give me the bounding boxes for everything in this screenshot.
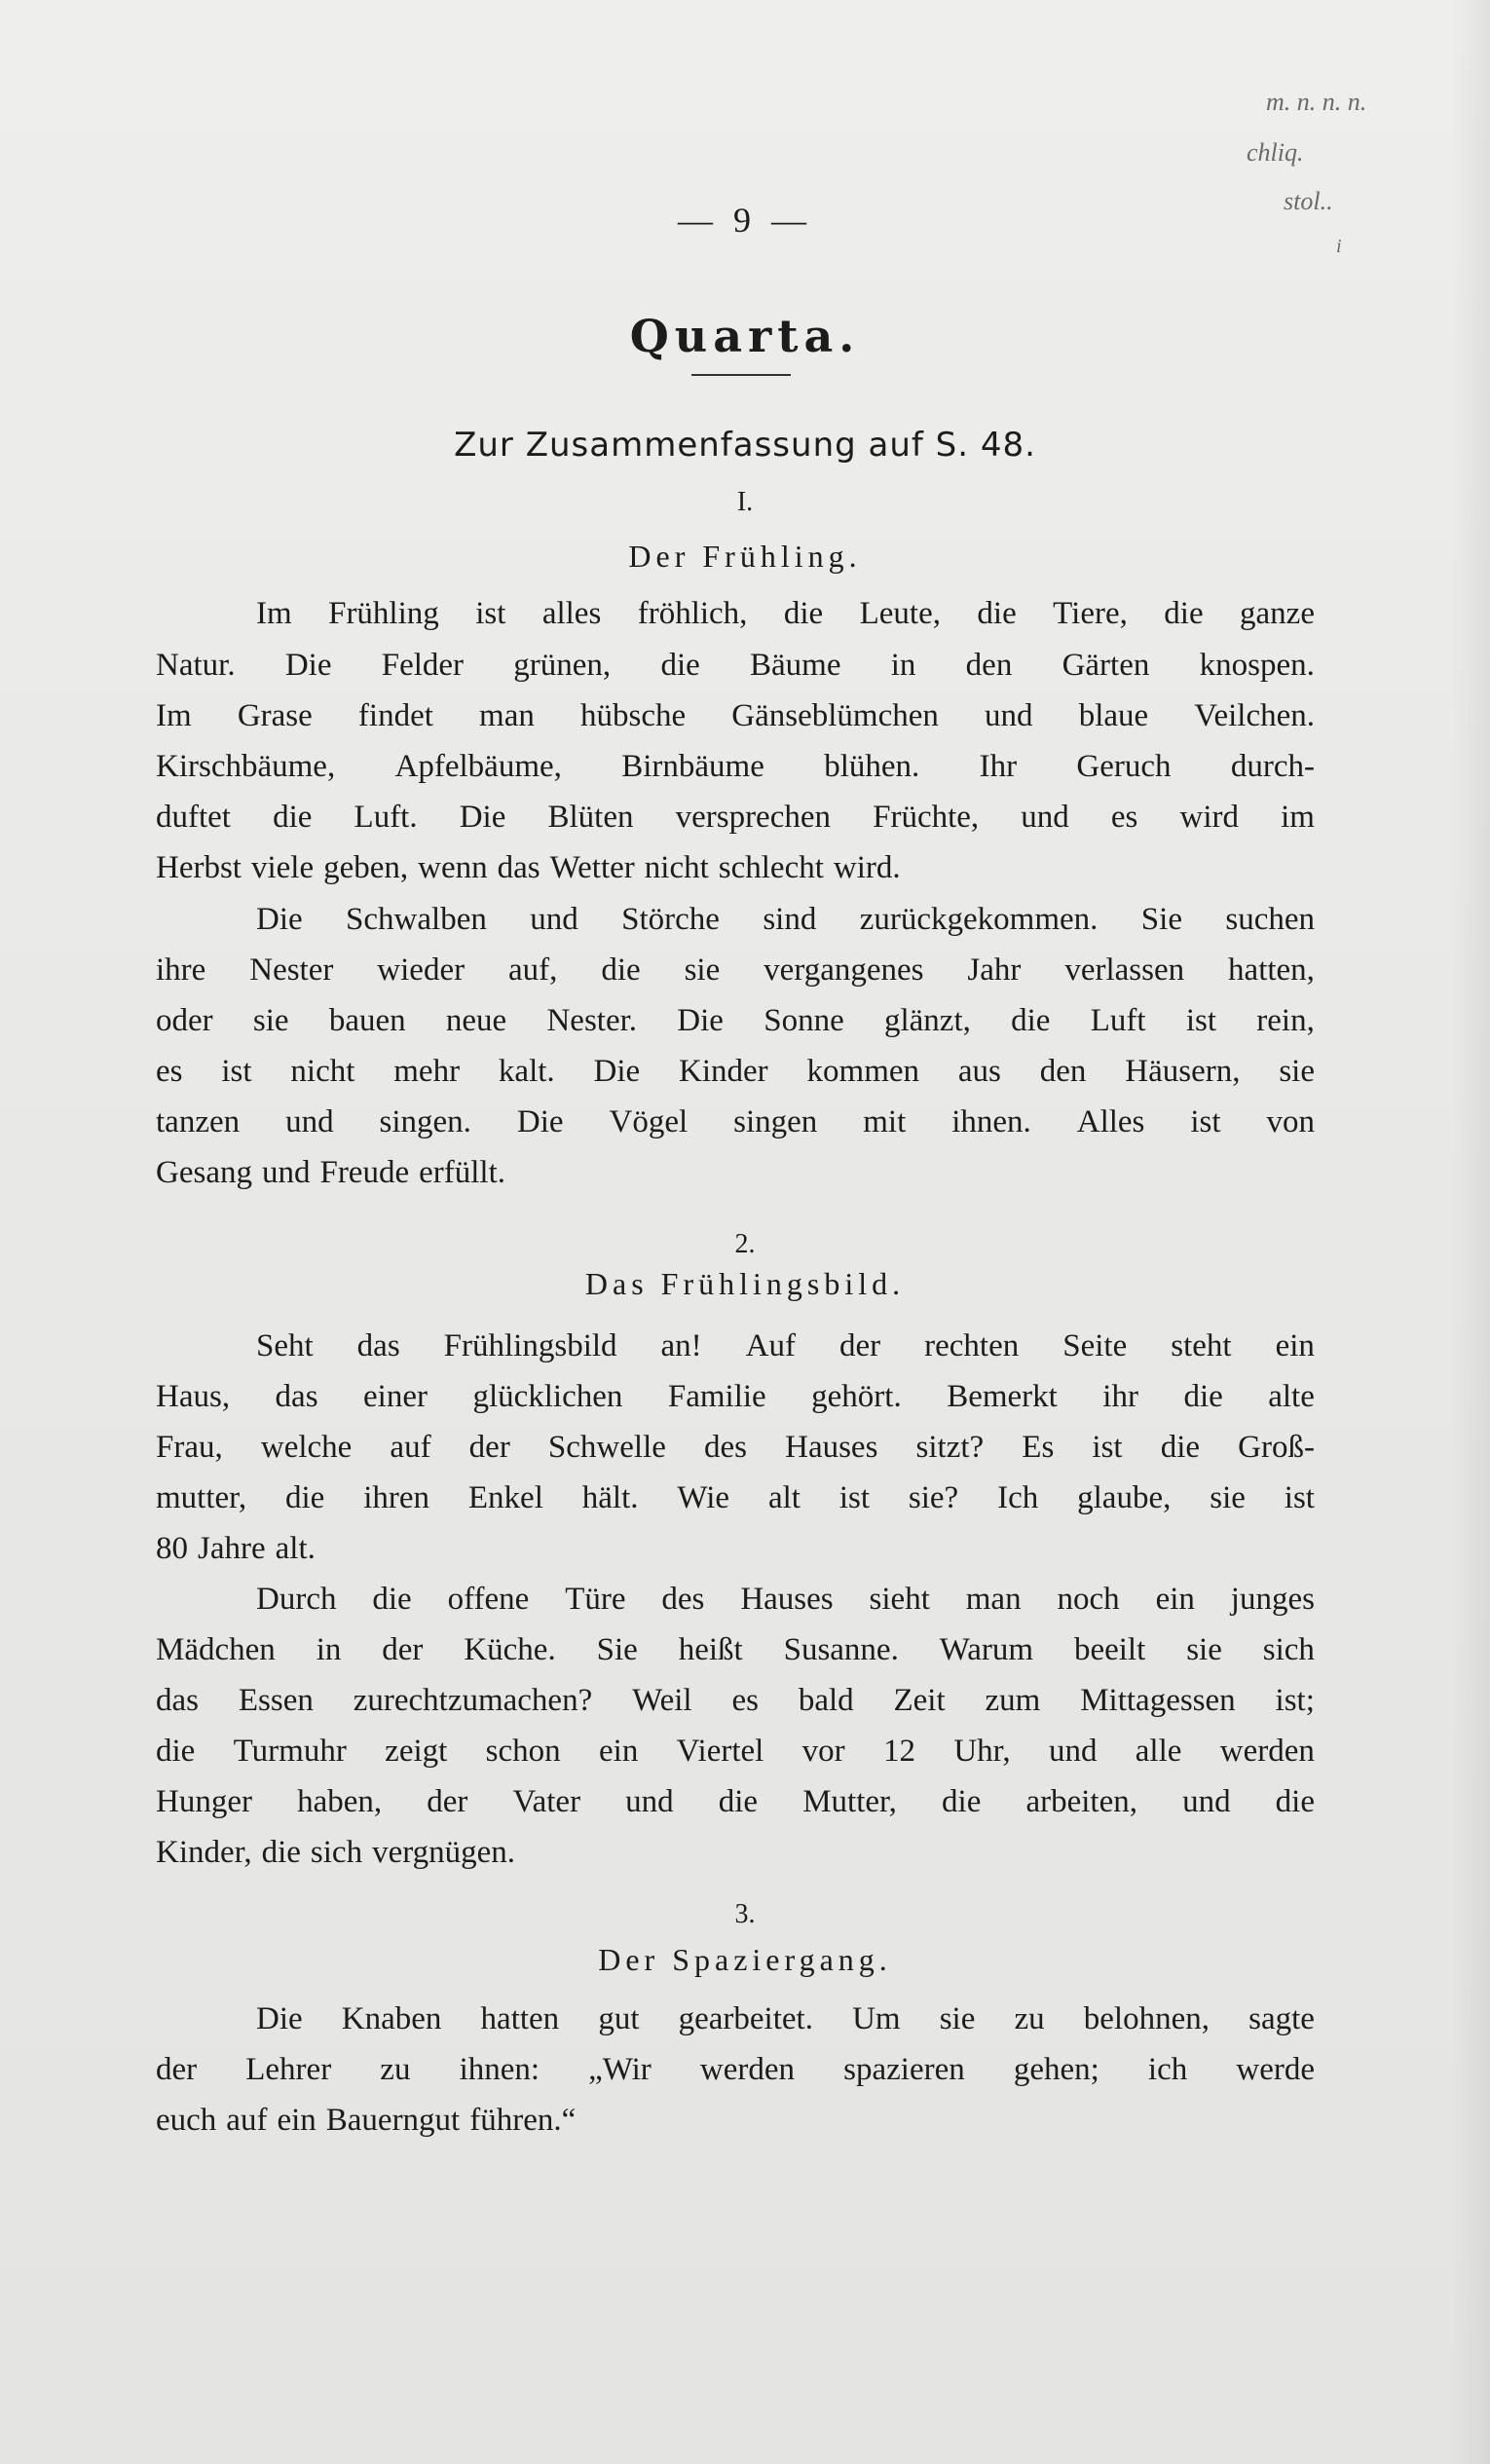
word: gehen;	[1013, 2052, 1099, 2087]
word: kommen	[806, 1054, 920, 1089]
word: hübsche	[580, 698, 687, 733]
word: ein	[599, 1734, 639, 1769]
word: es	[156, 1054, 183, 1089]
word: kalt.	[498, 1054, 555, 1089]
text-line	[256, 900, 1315, 939]
section-heading: Der Frühling.	[628, 539, 862, 574]
word: arbeiten,	[1025, 1784, 1137, 1819]
text-line	[256, 1999, 1315, 2038]
word: die	[1164, 596, 1204, 631]
word: Bauerngut	[325, 2103, 461, 2138]
word: Hunger	[156, 1784, 252, 1819]
word: Küche.	[464, 1632, 556, 1667]
word: und	[530, 902, 578, 937]
word: der	[156, 2052, 198, 2087]
word: verlassen	[1064, 952, 1185, 988]
word: ein	[1275, 1328, 1315, 1363]
word: aus	[957, 1054, 1001, 1089]
word: die	[660, 648, 700, 683]
word: duftet	[156, 800, 231, 835]
word: sagte	[1248, 2001, 1315, 2036]
word: Bäume	[750, 648, 841, 683]
word: Grase	[237, 698, 313, 733]
word: ist;	[1275, 1683, 1315, 1718]
word: hält.	[581, 1480, 639, 1515]
text-line	[256, 1580, 1315, 1619]
word: Nester	[249, 952, 334, 988]
word: an!	[660, 1328, 702, 1363]
word: es	[731, 1683, 759, 1718]
word: auf	[390, 1430, 431, 1465]
word: den	[1039, 1054, 1087, 1089]
word: Gärten	[1062, 648, 1150, 683]
text-line	[156, 1153, 1315, 1192]
word: 12	[883, 1734, 915, 1769]
text-line	[156, 951, 1315, 989]
word: ganze	[1240, 596, 1315, 631]
word: die	[261, 1835, 301, 1870]
text-line	[156, 1732, 1315, 1771]
word: und	[285, 1104, 334, 1139]
word: Im	[156, 698, 192, 733]
word: Kirschbäume,	[156, 749, 336, 784]
word: Alles	[1076, 1104, 1145, 1139]
word: fröhlich,	[637, 596, 748, 631]
word: Hauses	[785, 1430, 878, 1465]
text-line	[156, 1052, 1315, 1091]
word: zeigt	[385, 1734, 448, 1769]
word: sieht	[869, 1582, 930, 1617]
word: auf,	[508, 952, 558, 988]
word: das	[497, 850, 540, 885]
margin-note: i	[1336, 236, 1342, 257]
word: des	[704, 1430, 747, 1465]
word: Birnbäume	[621, 749, 764, 784]
word: vor	[801, 1734, 845, 1769]
word: Essen	[238, 1683, 314, 1718]
page-subtitle: Zur Zusammenfassung auf S. 48.	[454, 426, 1036, 465]
word: Frühlingsbild	[443, 1328, 617, 1363]
word: sind	[763, 902, 817, 937]
word: wieder	[377, 952, 466, 988]
section-number: 2.	[734, 1229, 756, 1259]
word: Die	[677, 1003, 724, 1038]
word: mutter,	[156, 1480, 247, 1515]
word: Luft	[1090, 1003, 1146, 1038]
word: nicht	[644, 850, 709, 885]
word: das	[156, 1683, 199, 1718]
word: Luft.	[354, 800, 418, 835]
word: sitzt?	[915, 1430, 985, 1465]
word: ihren	[363, 1480, 429, 1515]
word: die	[601, 952, 641, 988]
word: welche	[260, 1430, 353, 1465]
word: Kinder,	[156, 1835, 252, 1870]
word: Auf	[745, 1328, 796, 1363]
text-line	[156, 696, 1315, 735]
word: zu	[1014, 2001, 1045, 2036]
word: rein,	[1256, 1003, 1315, 1038]
word: ihnen:	[459, 2052, 540, 2087]
word: Turmuhr	[233, 1734, 347, 1769]
text-line	[156, 1001, 1315, 1040]
word: sie?	[908, 1480, 959, 1515]
word: nicht	[290, 1054, 355, 1089]
title-underline	[691, 374, 791, 376]
word: die	[783, 596, 824, 631]
word: Viertel	[676, 1734, 764, 1769]
word: der	[382, 1632, 424, 1667]
word: Apfelbäume,	[394, 749, 562, 784]
word: ihr	[1102, 1379, 1138, 1414]
word: einer	[363, 1379, 428, 1414]
word: Ihr	[979, 749, 1018, 784]
word: in	[890, 648, 916, 683]
word: und	[261, 1155, 311, 1190]
word: werden	[699, 2052, 796, 2087]
text-line	[156, 1478, 1315, 1517]
word: es	[1110, 800, 1138, 835]
word: Mutter,	[802, 1784, 897, 1819]
word: und	[1048, 1734, 1098, 1769]
word: sie	[1279, 1054, 1315, 1089]
word: Die	[516, 1104, 564, 1139]
word: Herbst	[156, 850, 242, 885]
word: Knaben	[341, 2001, 442, 2036]
margin-note: chliq.	[1247, 138, 1304, 167]
word: Im	[256, 596, 292, 631]
word: Veilchen.	[1194, 698, 1315, 733]
word: glücklichen	[472, 1379, 623, 1414]
word: Jahr	[967, 952, 1022, 988]
word: ihre	[156, 952, 206, 988]
word: Bemerkt	[947, 1379, 1058, 1414]
word: Gesang	[156, 1155, 252, 1190]
word: man	[965, 1582, 1022, 1617]
word: junges	[1230, 1582, 1315, 1617]
word: alt	[767, 1480, 801, 1515]
word: Seht	[256, 1328, 314, 1363]
word: vergangenes	[764, 952, 924, 988]
word: die	[372, 1582, 412, 1617]
word: der	[427, 1784, 468, 1819]
word: sie	[1210, 1480, 1246, 1515]
word: Susanne.	[783, 1632, 899, 1667]
section-number: I.	[736, 487, 754, 517]
word: die	[284, 1480, 325, 1515]
word: ein	[1155, 1582, 1195, 1617]
word: suchen	[1225, 902, 1315, 937]
word: offene	[447, 1582, 530, 1617]
word: gut	[598, 2001, 640, 2036]
word: sie	[252, 1003, 289, 1038]
word: Wetter	[549, 850, 635, 885]
word: ist	[1092, 1430, 1123, 1465]
word: „Wir	[588, 2052, 652, 2087]
word: Wie	[677, 1480, 730, 1515]
word: und	[625, 1784, 674, 1819]
word: den	[965, 648, 1013, 683]
word: versprechen	[675, 800, 832, 835]
word: Schwelle	[547, 1430, 666, 1465]
word: viele	[250, 850, 315, 885]
word: Mittagessen	[1080, 1683, 1236, 1718]
word: von	[1266, 1104, 1315, 1139]
word: sie	[684, 952, 721, 988]
page-title: Quarta.	[629, 310, 861, 362]
word: Türe	[565, 1582, 626, 1617]
word: 80	[156, 1531, 188, 1566]
word: schlecht	[718, 850, 824, 885]
word: Nester.	[546, 1003, 638, 1038]
margin-note: stol..	[1284, 187, 1333, 215]
word: alte	[1268, 1379, 1315, 1414]
text-line	[156, 1377, 1315, 1416]
word: zurechtzumachen?	[353, 1683, 593, 1718]
word: und	[985, 698, 1033, 733]
word: zu	[380, 2052, 411, 2087]
word: mehr	[393, 1054, 461, 1089]
word: die	[1275, 1784, 1315, 1819]
text-line	[256, 594, 1315, 633]
word: Familie	[667, 1379, 766, 1414]
word: Um	[852, 2001, 901, 2036]
word: knospen.	[1199, 648, 1315, 683]
word: wenn	[418, 850, 488, 885]
word: Die	[459, 800, 506, 835]
word: Seite	[1062, 1328, 1128, 1363]
word: haben,	[297, 1784, 383, 1819]
word: hatten,	[1228, 952, 1315, 988]
word: ist	[1190, 1104, 1221, 1139]
word: die	[273, 800, 313, 835]
word: die	[718, 1784, 759, 1819]
word: alt.	[275, 1531, 316, 1566]
word: blaue	[1078, 698, 1149, 733]
word: Sie	[1140, 902, 1182, 937]
word: zurückgekommen.	[859, 902, 1099, 937]
word: im	[1281, 800, 1315, 835]
word: Störche	[621, 902, 720, 937]
word: Schwalben	[346, 902, 487, 937]
word: sich	[1262, 1632, 1315, 1667]
word: ihnen.	[951, 1104, 1031, 1139]
word: Haus,	[156, 1379, 231, 1414]
word: die	[1183, 1379, 1223, 1414]
text-line	[156, 2050, 1315, 2089]
word: des	[661, 1582, 705, 1617]
word: und	[1021, 800, 1069, 835]
word: Warum	[939, 1632, 1034, 1667]
word: ist	[1185, 1003, 1217, 1038]
word: Ich	[997, 1480, 1039, 1515]
word: geben,	[323, 850, 409, 885]
word: ist	[221, 1054, 252, 1089]
word: Frühling	[328, 596, 439, 631]
word: neue	[445, 1003, 507, 1038]
word: das	[356, 1328, 400, 1363]
word: Enkel	[467, 1480, 543, 1515]
word: ist	[838, 1480, 870, 1515]
word: Kinder	[679, 1054, 768, 1089]
word: heißt	[678, 1632, 743, 1667]
word: führen.“	[469, 2103, 577, 2138]
word: gearbeitet.	[678, 2001, 813, 2036]
word: ist	[475, 596, 506, 631]
word: Felder	[381, 648, 465, 683]
word: das	[275, 1379, 318, 1414]
word: Die	[256, 2001, 303, 2036]
word: die	[977, 596, 1017, 631]
word: ist	[1284, 1480, 1315, 1515]
word: Tiere,	[1053, 596, 1128, 631]
word: singen	[733, 1104, 818, 1139]
word: rechten	[924, 1328, 1020, 1363]
word: spazieren	[843, 2052, 965, 2087]
text-line	[156, 848, 1315, 887]
word: steht	[1171, 1328, 1232, 1363]
text-line	[156, 646, 1315, 685]
word: Mädchen	[156, 1632, 276, 1667]
word: alles	[541, 596, 602, 631]
word: wird	[1179, 800, 1240, 835]
section-heading: Der Spaziergang.	[598, 1942, 892, 1977]
word: in	[316, 1632, 342, 1667]
text-line	[156, 1630, 1315, 1669]
word: Natur.	[156, 648, 236, 683]
word: glaube,	[1077, 1480, 1172, 1515]
word: bauen	[328, 1003, 406, 1038]
word: ein	[277, 2103, 317, 2138]
word: euch	[156, 2103, 217, 2138]
word: Die	[593, 1054, 641, 1089]
word: die	[1011, 1003, 1051, 1038]
word: hatten	[480, 2001, 560, 2036]
word: der	[468, 1430, 510, 1465]
word: belohnen,	[1083, 2001, 1210, 2036]
word: glänzt,	[883, 1003, 971, 1038]
word: beeilt	[1073, 1632, 1146, 1667]
word: Zeit	[893, 1683, 946, 1718]
word: vergnügen.	[372, 1835, 516, 1870]
word: Leute,	[859, 596, 941, 631]
word: mit	[863, 1104, 907, 1139]
section-heading: Das Frühlingsbild.	[584, 1266, 906, 1301]
word: tanzen	[156, 1104, 241, 1139]
word: und	[1182, 1784, 1231, 1819]
word: Blüten	[547, 800, 634, 835]
word: Uhr,	[953, 1734, 1011, 1769]
word: zum	[985, 1683, 1041, 1718]
text-line	[156, 798, 1315, 837]
word: die	[1160, 1430, 1201, 1465]
text-line	[156, 747, 1315, 786]
word: Groß-	[1238, 1430, 1315, 1465]
word: werde	[1236, 2052, 1315, 2087]
word: wird.	[833, 850, 901, 885]
word: grünen,	[513, 648, 612, 683]
word: Es	[1022, 1430, 1055, 1465]
word: blühen.	[824, 749, 920, 784]
word: Häusern,	[1125, 1054, 1241, 1089]
word: Die	[256, 902, 303, 937]
word: Durch	[256, 1582, 337, 1617]
text-line	[256, 1326, 1315, 1365]
margin-note: m. n. n. n.	[1266, 88, 1367, 116]
text-line	[156, 2101, 1315, 2140]
page-number: — 9 —	[678, 201, 812, 240]
word: Lehrer	[245, 2052, 332, 2087]
word: ich	[1147, 2052, 1188, 2087]
word: sie	[939, 2001, 976, 2036]
text-line	[156, 1428, 1315, 1467]
text-line	[156, 1102, 1315, 1141]
word: man	[479, 698, 535, 733]
word: oder	[156, 1003, 213, 1038]
word: alle	[1135, 1734, 1182, 1769]
word: Jahre	[198, 1531, 266, 1566]
word: Die	[284, 648, 332, 683]
word: werden	[1219, 1734, 1315, 1769]
word: erfüllt.	[419, 1155, 505, 1190]
word: Gänseblümchen	[731, 698, 939, 733]
word: der	[839, 1328, 881, 1363]
word: durch-	[1230, 749, 1315, 784]
word: Hauses	[740, 1582, 834, 1617]
text-line	[156, 1681, 1315, 1720]
word: die	[942, 1784, 982, 1819]
word: die	[156, 1734, 196, 1769]
word: findet	[357, 698, 433, 733]
section-number: 3.	[734, 1899, 756, 1929]
word: sich	[310, 1835, 363, 1870]
word: Vögel	[609, 1104, 689, 1139]
word: Freude	[319, 1155, 410, 1190]
word: singen.	[379, 1104, 471, 1139]
word: schon	[485, 1734, 561, 1769]
word: bald	[798, 1683, 854, 1718]
text-line	[156, 1782, 1315, 1821]
word: Geruch	[1076, 749, 1172, 784]
text-line	[156, 1529, 1315, 1568]
word: Sonne	[764, 1003, 844, 1038]
word: Vater	[512, 1784, 581, 1819]
word: Früchte,	[873, 800, 980, 835]
word: Frau,	[156, 1430, 223, 1465]
word: noch	[1057, 1582, 1120, 1617]
word: gehört.	[811, 1379, 902, 1414]
word: auf	[226, 2103, 268, 2138]
word: Sie	[596, 1632, 638, 1667]
word: sie	[1186, 1632, 1222, 1667]
word: Weil	[632, 1683, 692, 1718]
text-line	[156, 1833, 1315, 1872]
